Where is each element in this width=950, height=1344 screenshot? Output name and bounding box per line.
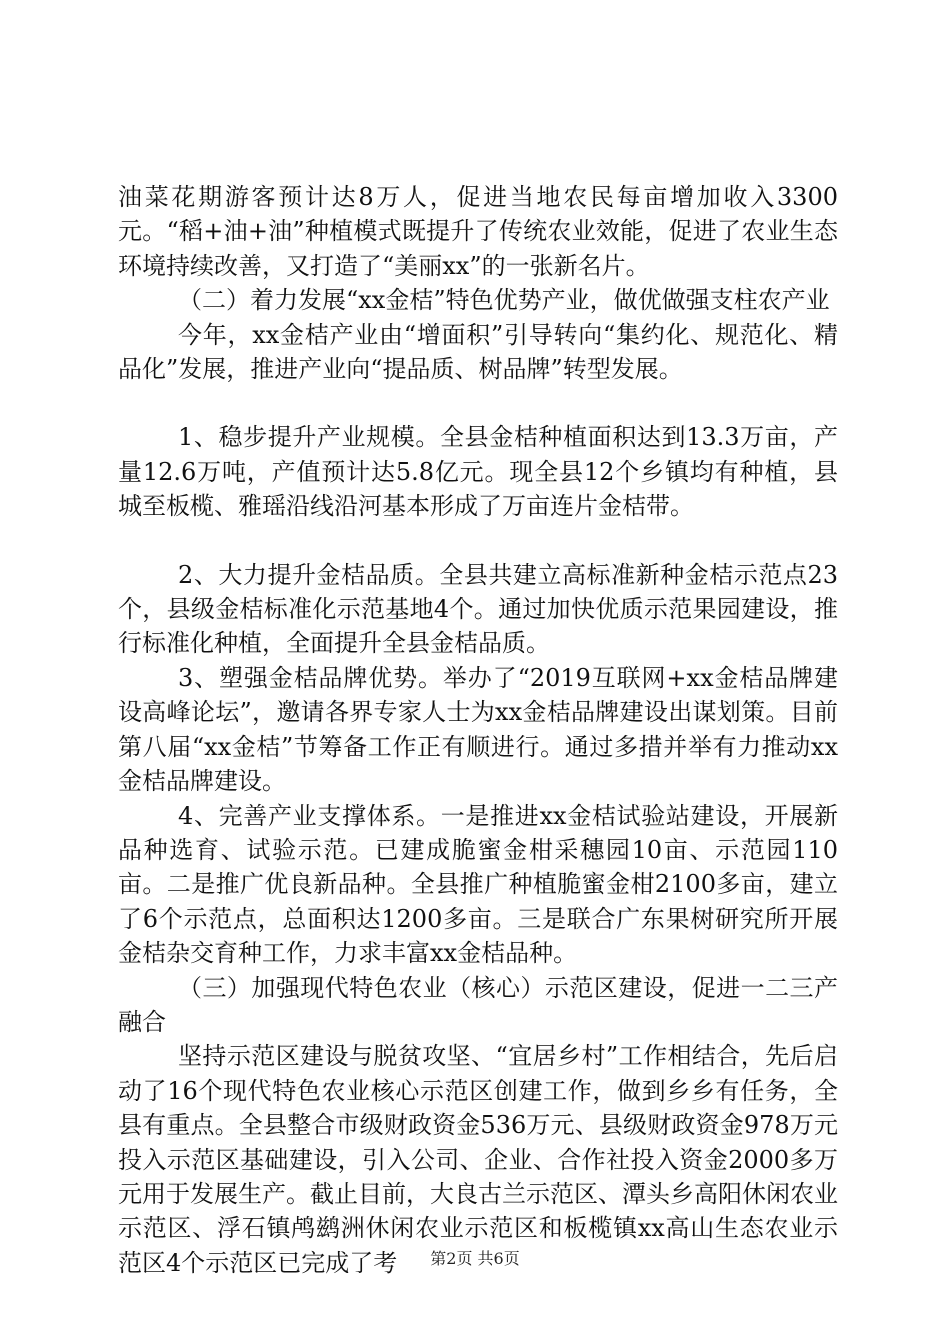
document-body — [118, 180, 838, 1280]
paragraph-spacer — [118, 386, 838, 420]
paragraph-kumquat-brand: 3、塑强金桔品牌优势。举办了“2019互联网+xx金桔品牌建设高峰论坛”，邀请各界专家人士为xx金桔品牌建设出谋划策。目前第八届“xx金桔”节筹备工作正有顺进行。通过多措并举有力推动xx金桔品牌建设。 — [118, 663, 838, 796]
paragraph-spacer — [118, 524, 838, 558]
paragraph-kumquat-quality: 2、大力提升金桔品质。全县共建立高标准新种金桔示范点23个，县级金桔标准化示范基地4个。通过加快优质示范果园建设，推行标准化种植，全面提升全县金桔品质。 — [118, 560, 838, 658]
paragraph-kumquat-intro: 今年，xx金桔产业由“增面积”引导转向“集约化、规范化、精品化”发展，推进产业向“提品质、树品牌”转型发展。 — [118, 320, 838, 384]
page-number-footer: 第2页 共6页 — [430, 1249, 520, 1268]
paragraph-support-system: 4、完善产业支撑体系。一是推进xx金桔试验站建设，开展新品种选育、试验示范。已建成脆蜜金柑采穗园10亩、示范园110亩。二是推广优良新品种。全县推广种植脆蜜金柑2100多亩，建立了6个示范点，总面积达1200多亩。三是联合广东果树研究所开展金桔杂交育种工作，力求丰富xx金桔品种。 — [118, 801, 838, 968]
section-heading-demo-zone: （三）加强现代特色农业（核心）示范区建设，促进一二三产融合 — [118, 973, 838, 1036]
section-heading-kumquat-industry: （二）着力发展“xx金桔”特色优势产业，做优做强支柱农产业 — [178, 286, 830, 315]
paragraph-demo-zone: 坚持示范区建设与脱贫攻坚、“宜居乡村”工作相结合，先后启动了16个现代特色农业核心示范区创建工作，做到乡乡有任务，全县有重点。全县整合市级财政资金536万元、县级财政资金978万元投入示范区基础建设，引入公司、企业、合作社投入资金2000多万元用于发展生产。截止目前，大良古兰示范区、潭头乡高阳休闲农业示范区、浮石镇鸬鹚洲休闲农业示范区和板榄镇xx高山生态农业示范区4个示范区已完成了考 — [118, 1042, 838, 1277]
paragraph-tourism-income: 油菜花期游客预计达8万人，促进当地农民每亩增加收入3300元。“稻+油+油”种植模式既提升了传统农业效能，促进了农业生态环境持续改善，又打造了“美丽xx”的一张新名片。 — [118, 183, 838, 280]
paragraph-industry-scale: 1、稳步提升产业规模。全县金桔种植面积达到13.3万亩，产量12.6万吨，产值预计达5.8亿元。现全县12个乡镇均有种植，县城至板榄、雅瑶沿线沿河基本形成了万亩连片金桔带。 — [118, 423, 838, 521]
